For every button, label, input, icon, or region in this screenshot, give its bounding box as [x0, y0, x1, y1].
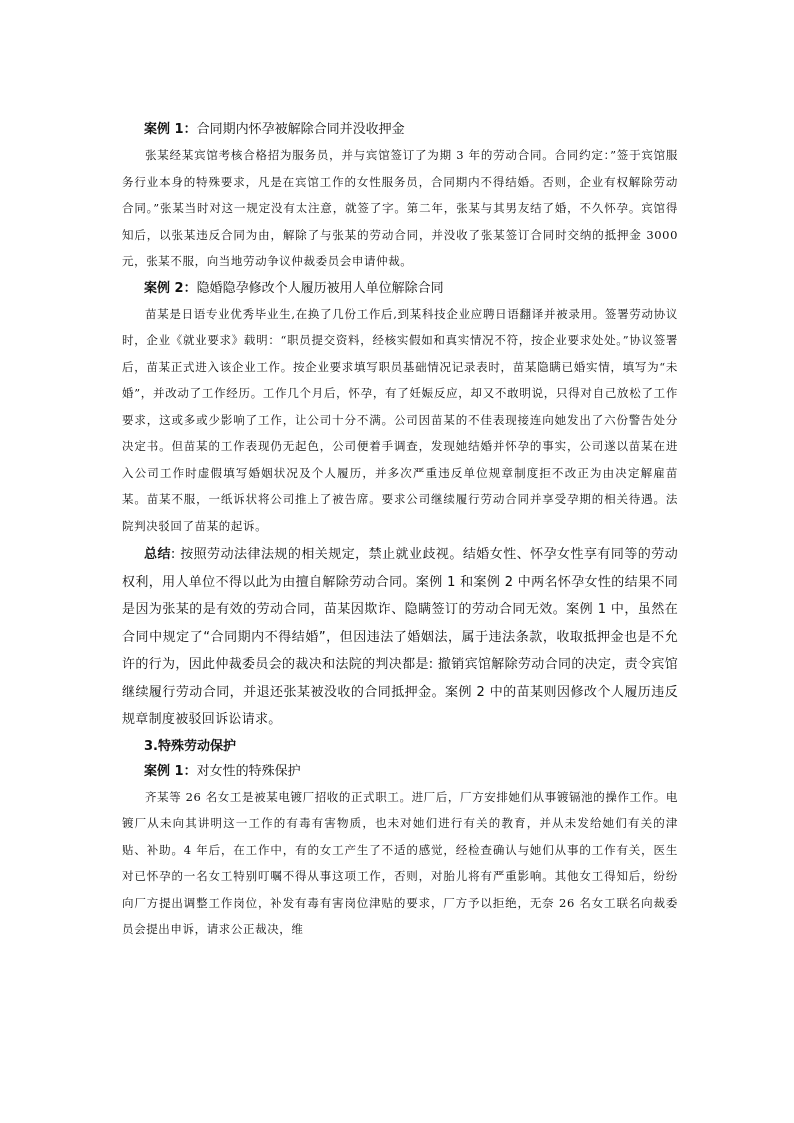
case2-title: 隐婚隐孕修改个人履历被用人单位解除合同 — [196, 280, 444, 296]
case1-heading — [122, 120, 678, 140]
summary-label: 总结 — [144, 547, 171, 562]
case1-body: 张某经某宾馆考核合格招为服务员，并与宾馆签订了为期 3 年的劳动合同。合同约定：”签于宾馆服务行业本身的特殊要求，凡是在宾馆工作的女性服务员，合同期内不得结婚。否则，企业有权解除劳动合同。”张某当时对这一规定没有太注意，就签了字。第二年，张某与其男友结了婚，不久怀孕。宾馆得知后，以张某违反合同为由，解除了与张某的劳动合同，并没收了张某签订合同时交纳的抵押金 3000 元，张某不服，向当地劳动争议仲裁委员会申请仲裁。 — [122, 148, 678, 268]
case1-label: 案例 1： — [144, 122, 197, 137]
case3-heading — [122, 762, 678, 782]
case3-title: 对女性的特殊保护 — [196, 763, 301, 779]
section3-heading: 3.特殊劳动保护 — [144, 738, 236, 754]
document-page — [122, 116, 678, 943]
case2-heading — [122, 279, 678, 299]
case2-label: 案例 2： — [144, 280, 197, 296]
summary-body: : 按照劳动法律法规的相关规定，禁止就业歧视。结婚女性、怀孕女性享有同等的劳动权利，用人单位不得以此为由擅自解除劳动合同。案例 1 和案例 2 中两名怀孕女性的结果不同是因为张某的是有效的劳动合同，苗某因欺诈、隐瞒签订的劳动合同无效。案例 1 中，虽然在合同中规定了“合同期内不得结婚”，但因违法了婚姻法，属于违法条款，收取抵押金也是不允许的行为，因此仲裁委员会的裁决和法院的判决都是: 撤销宾馆解除劳动合同的决定，责令宾馆继续履行劳动合同，并退还张某被没收的合同抵押金。案例 2 中的苗某则因修改个人履历违反规章制度被驳回诉讼请求。 — [122, 547, 678, 727]
case2-body: 苗某是日语专业优秀毕业生,在换了几份工作后,到某科技企业应聘日语翻译并被录用。签署劳动协议时，企业《就业要求》载明：“职员提交资料，经核实假如和真实情况不符，按企业要求处处。”协议签署后，苗某正式进入该企业工作。按企业要求填写职员基础情况记录表时，苗某隐瞒已婚实情，填写为“未婚”，并改动了工作经历。工作几个月后，怀孕，有了妊娠反应，却又不敢明说，只得对自己放松了工作要求，这或多或少影响了工作，让公司十分不满。公司因苗某的不佳表现接连向她发出了六份警告处分决定书。但苗某的工作表现仍无起色，公司便着手调查，发现她结婚并怀孕的事实，公司遂以苗某在进入公司工作时虚假填写婚姻状况及个人履历，并多次严重违反单位规章制度拒不改正为由决定解雇苗某。苗某不服，一纸诉状将公司推上了被告席。要求公司继续履行劳动合同并享受孕期的相关待遇。法院判决驳回了苗某的起诉。 — [122, 306, 678, 533]
case3-body: 齐某等 26 名女工是被某电镀厂招收的正式职工。进厂后，厂方安排她们从事镀镉池的操作工作。电镀厂从未向其讲明这一工作的有毒有害物质，也未对她们进行有关的教育，并从未发给她们有关的津贴、补助。4 年后，在工作中，有的女工产生了不适的感觉，经检查确认与她们从事的工作有关，医生对已怀孕的一名女工特别叮嘱不得从事这项工作，否则，对胎儿将有严重影响。其他女工得知后，纷纷向厂方提出调整工作岗位，补发有毒有害岗位津贴的要求，厂方予以拒绝，无奈 26 名女工联名向裁委员会提出申诉，请求公正裁决，维 — [122, 789, 678, 936]
case3-label: 案例 1： — [144, 763, 197, 779]
summary-paragraph — [122, 541, 678, 734]
case1-title: 合同期内怀孕被解除合同并没收押金 — [196, 122, 405, 137]
